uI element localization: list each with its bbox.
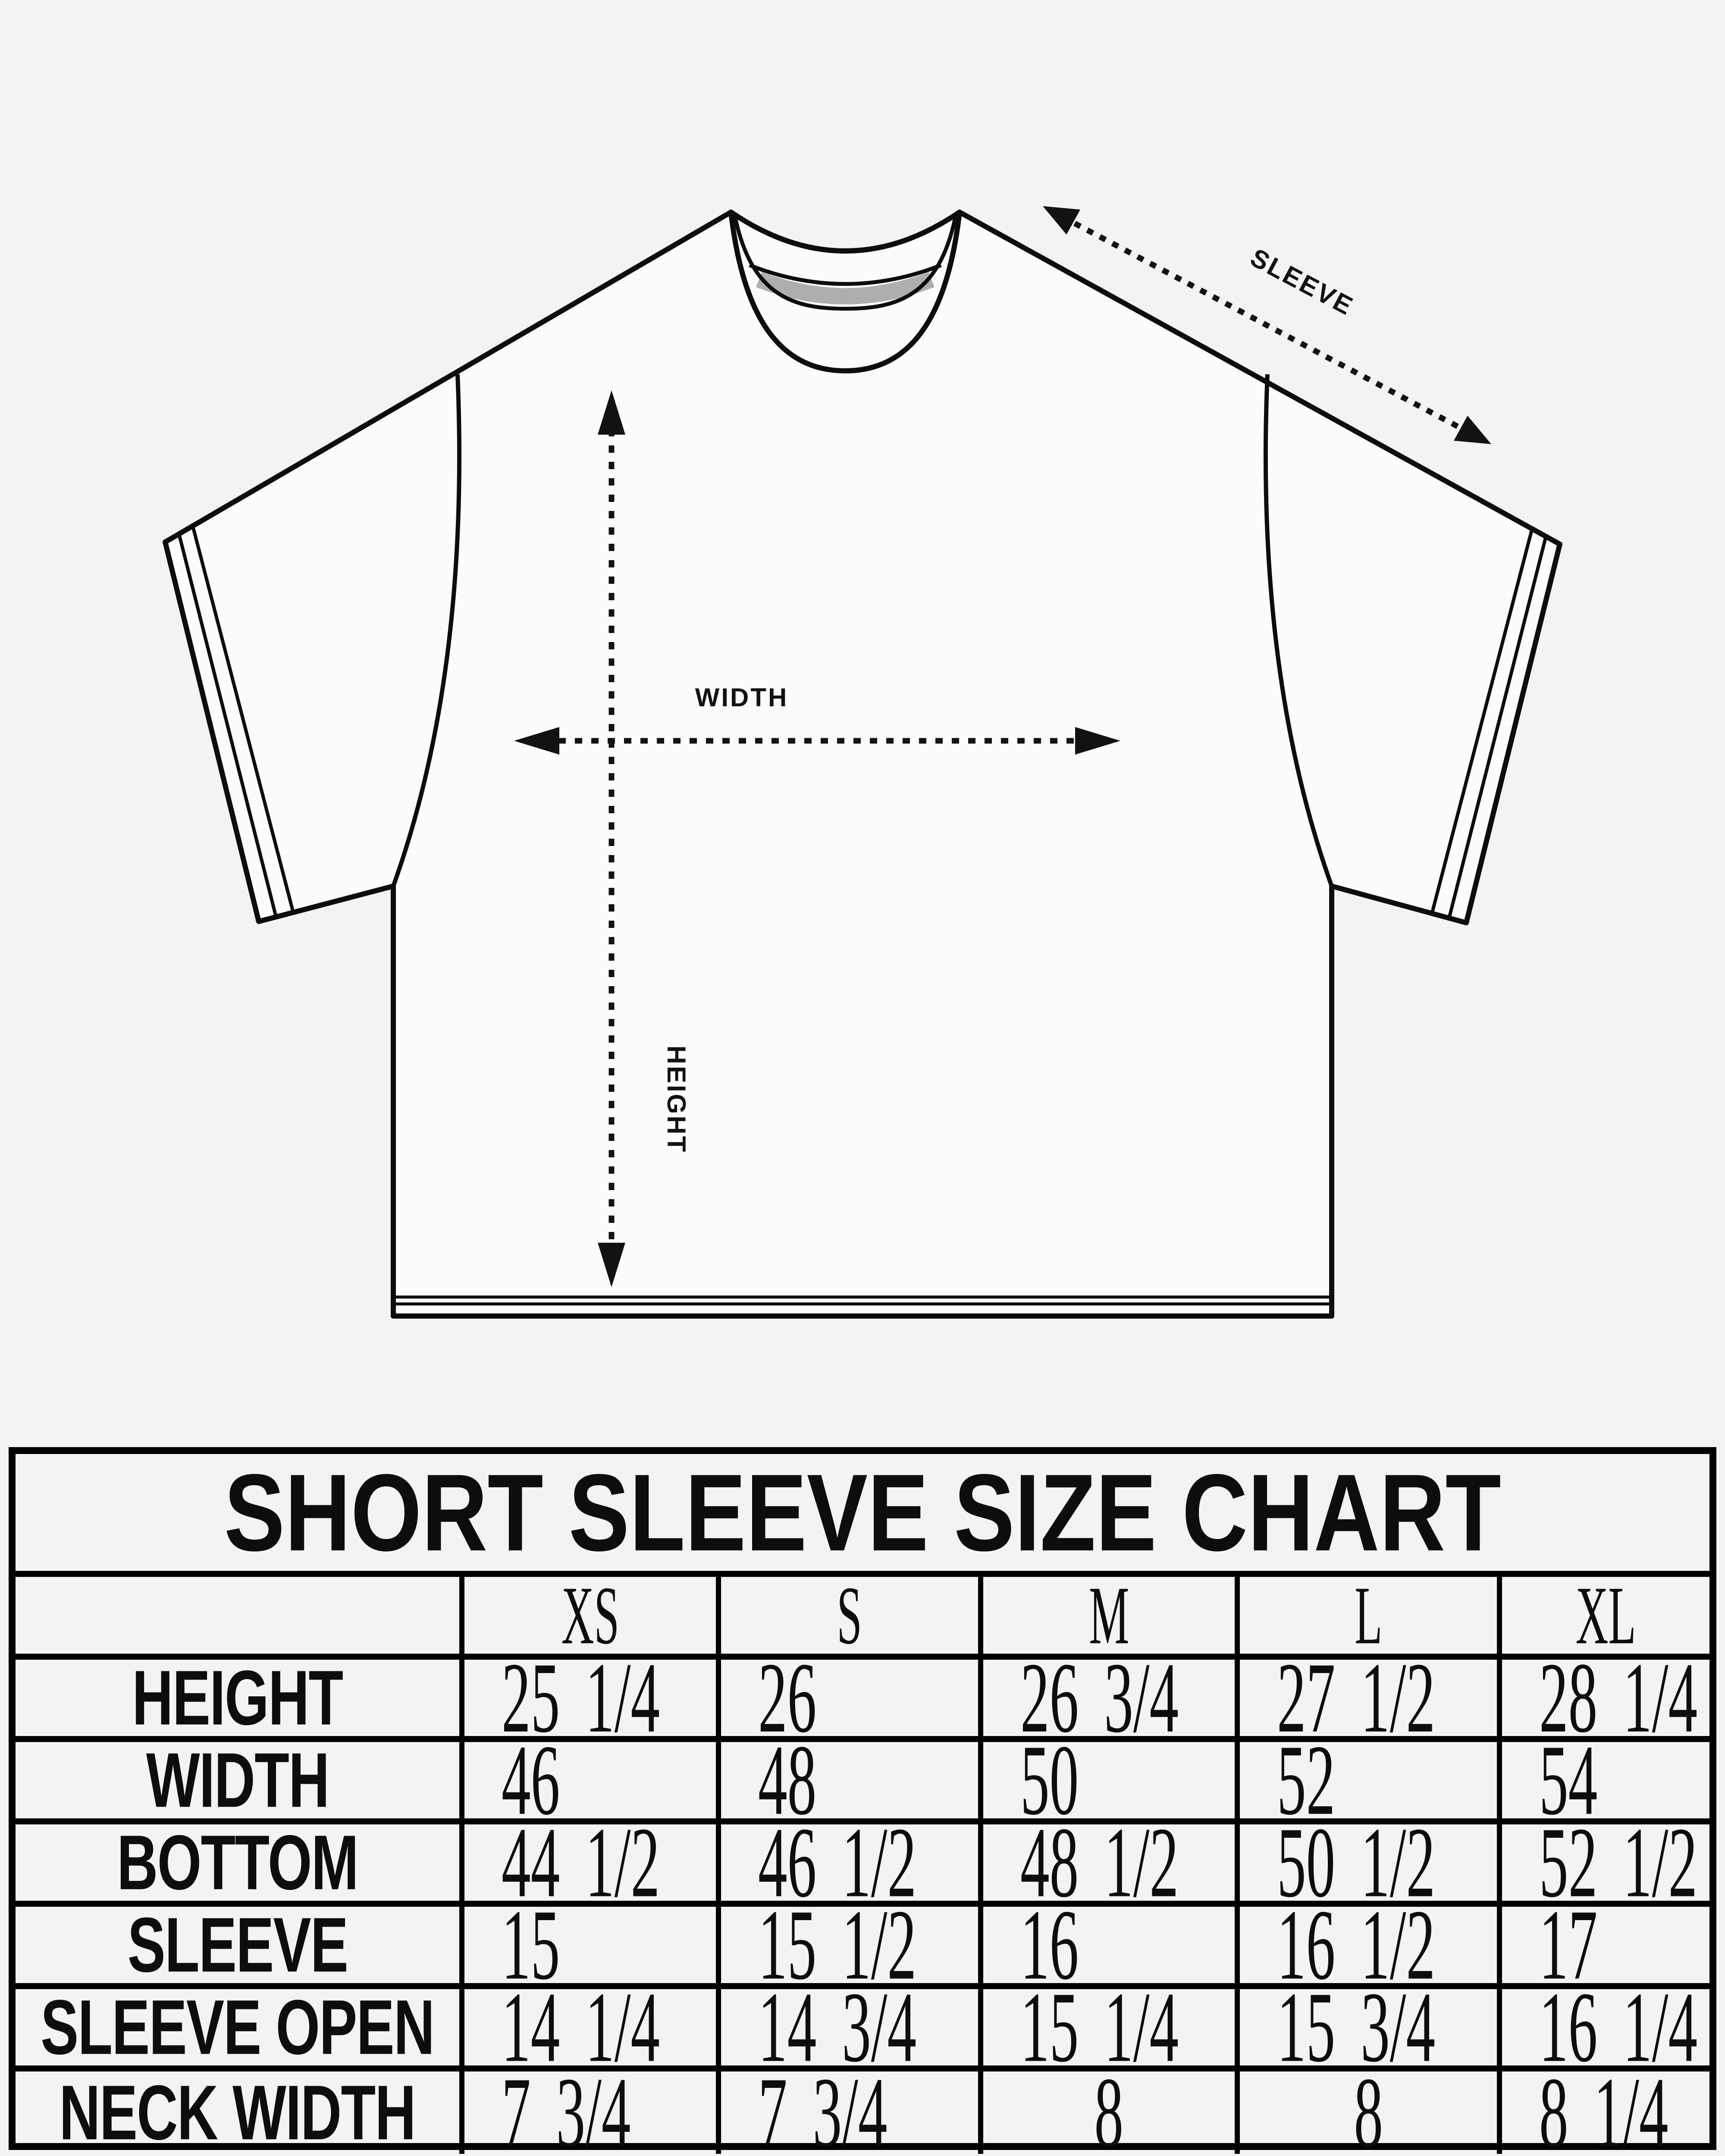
size-chart-table (9, 1447, 1716, 2154)
column-header-xl: XL (1575, 1577, 1636, 1654)
column-header-s: S (721, 1577, 983, 1654)
table-header-row (16, 1577, 1709, 1660)
corner-cell (16, 1577, 464, 1654)
size-value-cell: 26 (721, 1660, 983, 1736)
size-value-cell: 44 1/2 (464, 1824, 721, 1901)
size-value-cell: 15 3/4 (1240, 1989, 1502, 2065)
table-title-row (16, 1454, 1709, 1577)
size-value-cell: 48 1/2 (983, 1824, 1240, 1901)
size-value-cell: 14 3/4 (721, 1989, 983, 2065)
row-label-bottom: BOTTOM (16, 1824, 464, 1901)
size-value-cell: 54 (1539, 1742, 1598, 1818)
table-row-height (16, 1660, 1709, 1742)
size-value-cell: 46 1/2 (721, 1824, 983, 1901)
column-header-l: L (1240, 1577, 1502, 1654)
tshirt-outline (165, 212, 1560, 1316)
table-row-sleeve-open (16, 1989, 1709, 2071)
size-value-cell: 8 (983, 2071, 1240, 2154)
size-value-cell: 15 (464, 1907, 721, 1983)
size-value-cell: 25 1/4 (464, 1660, 721, 1736)
size-value-cell: 26 3/4 (983, 1660, 1240, 1736)
size-value-cell: 8 1/4 (1539, 2071, 1669, 2154)
column-header-xs: XS (464, 1577, 721, 1654)
size-value-cell: 7 3/4 (464, 2071, 721, 2154)
table-row-width (16, 1742, 1709, 1824)
size-value-cell: 50 (983, 1742, 1240, 1818)
size-value-cell: 16 1/2 (1240, 1907, 1502, 1983)
table-row-sleeve (16, 1907, 1709, 1989)
size-value-cell: 16 1/4 (1539, 1989, 1698, 2065)
row-label-height: HEIGHT (16, 1660, 464, 1736)
size-value-cell: 8 (1240, 2071, 1502, 2154)
size-value-cell: 52 (1240, 1742, 1502, 1818)
size-value-cell: 7 3/4 (721, 2071, 983, 2154)
size-value-cell: 46 (464, 1742, 721, 1818)
size-value-cell: 15 1/4 (983, 1989, 1240, 2065)
table-title-cell (16, 1454, 1709, 1571)
size-value-cell: 52 1/2 (1539, 1824, 1698, 1901)
row-label-neck-width: NECK WIDTH (16, 2071, 464, 2154)
width-label: WIDTH (695, 683, 789, 712)
column-header-m: M (983, 1577, 1240, 1654)
row-label-sleeve-open: SLEEVE OPEN (16, 1989, 464, 2065)
size-value-cell: 14 1/4 (464, 1989, 721, 2065)
row-label-width: WIDTH (16, 1742, 464, 1818)
size-value-cell: 50 1/2 (1240, 1824, 1502, 1901)
size-value-cell: 28 1/4 (1539, 1660, 1698, 1736)
size-value-cell: 16 (983, 1907, 1240, 1983)
size-value-cell: 15 1/2 (721, 1907, 983, 1983)
height-label: HEIGHT (662, 1045, 691, 1154)
table-row-neck-width (16, 2071, 1709, 2154)
sleeve-label: SLEEVE (1245, 243, 1359, 321)
table-title: SHORT SLEEVE SIZE CHART (224, 1454, 1501, 1571)
size-value-cell: 48 (721, 1742, 983, 1818)
row-label-sleeve: SLEEVE (16, 1907, 464, 1983)
size-value-cell: 17 (1539, 1907, 1598, 1983)
size-value-cell: 27 1/2 (1240, 1660, 1502, 1736)
table-row-bottom (16, 1824, 1709, 1907)
